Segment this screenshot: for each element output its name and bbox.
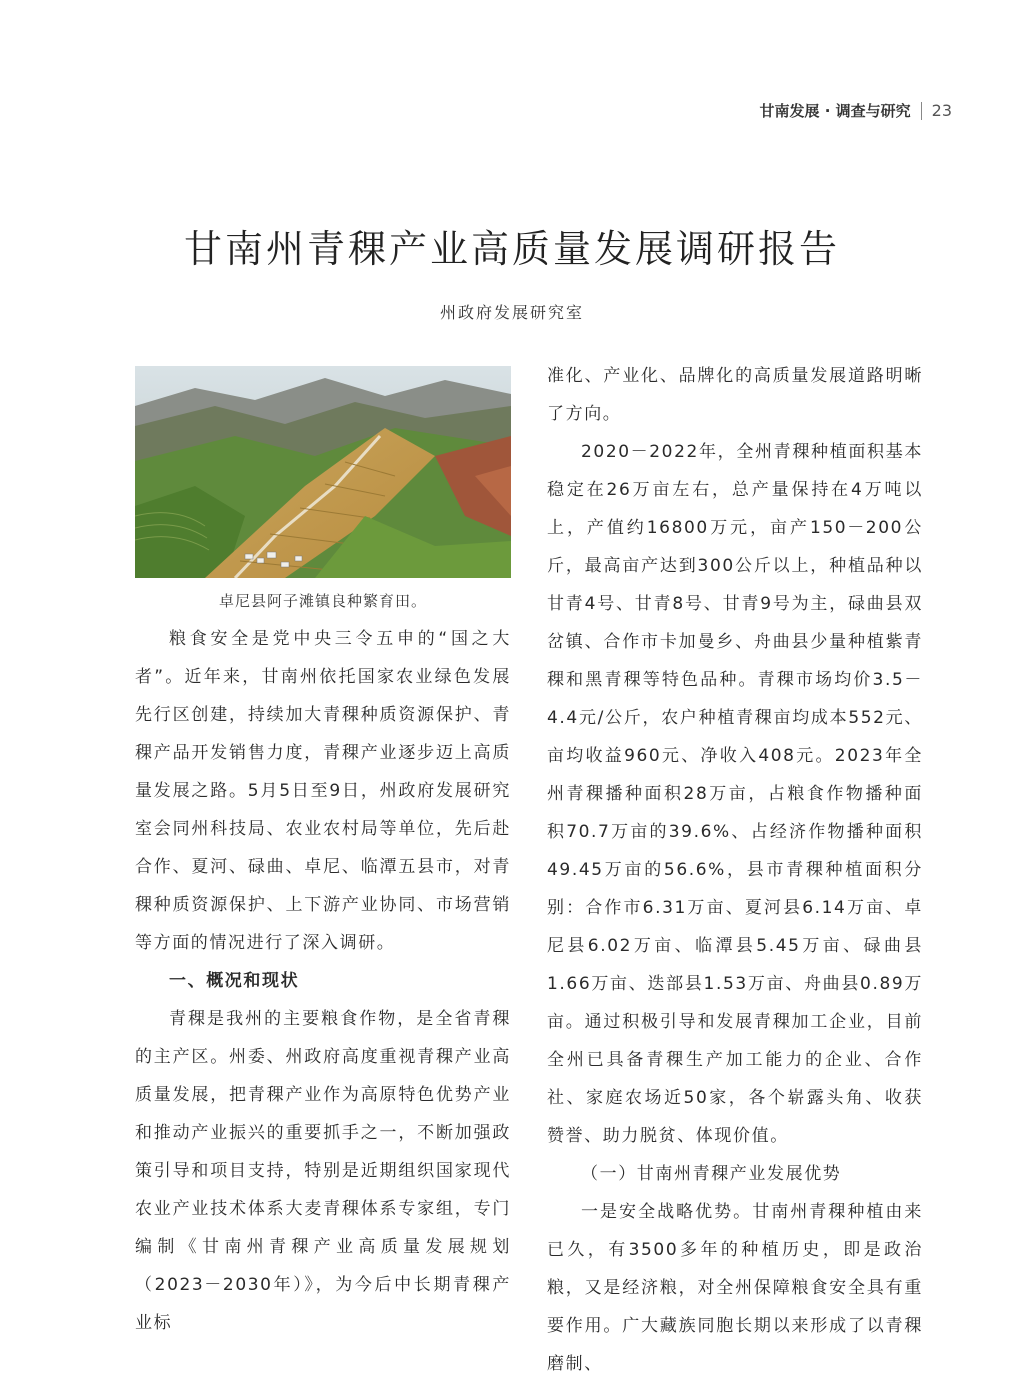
landscape-photo: [135, 366, 511, 578]
photo-caption: 卓尼县阿子滩镇良种繁育田。: [218, 592, 427, 610]
left-column: [135, 620, 511, 1342]
subsection-heading: （一）甘南州青稞产业发展优势: [581, 1164, 842, 1184]
running-header: [759, 100, 952, 121]
paragraph: 准化、产业化、品牌化的高质量发展道路明晰了方向。: [547, 366, 923, 424]
article-title: 甘南州青稞产业高质量发展调研报告: [183, 227, 840, 271]
paragraph: 粮食安全是党中央三令五申的“国之大者”。近年来，甘南州依托国家农业绿色发展先行区创建，持续加大青稞种质资源保护、青稞产品开发销售力度，青稞产业逐步迈上高质量发展之路。5月5日至9日，州政府发展研究室会同州科技局、农业农村局等单位，先后赴合作、夏河、碌曲、卓尼、临潭五县市，对青稞种质资源保护、上下游产业协同、市场营销等方面的情况进行了深入调研。: [135, 629, 511, 953]
right-column: [547, 357, 923, 1383]
section-heading: 一、概况和现状: [169, 971, 300, 991]
header-divider: [921, 102, 922, 120]
page-number: 23: [931, 101, 952, 120]
paragraph: 青稞是我州的主要粮食作物，是全省青稞的主产区。州委、州政府高度重视青稞产业高质量发展，把青稞产业作为高原特色优势产业和推动产业振兴的重要抓手之一，不断加强政策引导和项目支持，特别是近期组织国家现代农业产业技术体系大麦青稞体系专家组，专门编制《甘南州青稞产业高质量发展规划（2023－2030年）》，为今后中长期青稞产业标: [135, 1009, 511, 1333]
paragraph: 2020－2022年，全州青稞种植面积基本稳定在26万亩左右，总产量保持在4万吨以上，产值约16800万元，亩产150－200公斤，最高亩产达到300公斤以上，种植品种以甘青4号、甘青8号、甘青9号为主，碌曲县双岔镇、合作市卡加曼乡、舟曲县少量种植紫青稞和黑青稞等特色品种。青稞市场均价3.5－4.4元/公斤，农户种植青稞亩均成本552元、亩均收益960元、净收入408元。2023年全州青稞播种面积28万亩，占粮食作物播种面积70.7万亩的39.6%、占经济作物播种面积49.45万亩的56.6%，县市青稞种植面积分别：合作市6.31万亩、夏河县6.14万亩、卓尼县6.02万亩、临潭县5.45万亩、碌曲县1.66万亩、迭部县1.53万亩、舟曲县0.89万亩。通过积极引导和发展青稞加工企业，目前全州已具备青稞生产加工能力的企业、合作社、家庭农场近50家，各个崭露头角、收获赞誉、助力脱贫、体现价值。: [547, 442, 923, 1146]
paragraph: 一是安全战略优势。甘南州青稞种植由来已久，有3500多年的种植历史，即是政治粮，又是经济粮，对全州保障粮食安全具有重要作用。广大藏族同胞长期以来形成了以青稞磨制、: [547, 1202, 923, 1374]
article-author: 州政府发展研究室: [439, 303, 584, 322]
section-label: 甘南发展 · 调查与研究: [759, 102, 911, 120]
